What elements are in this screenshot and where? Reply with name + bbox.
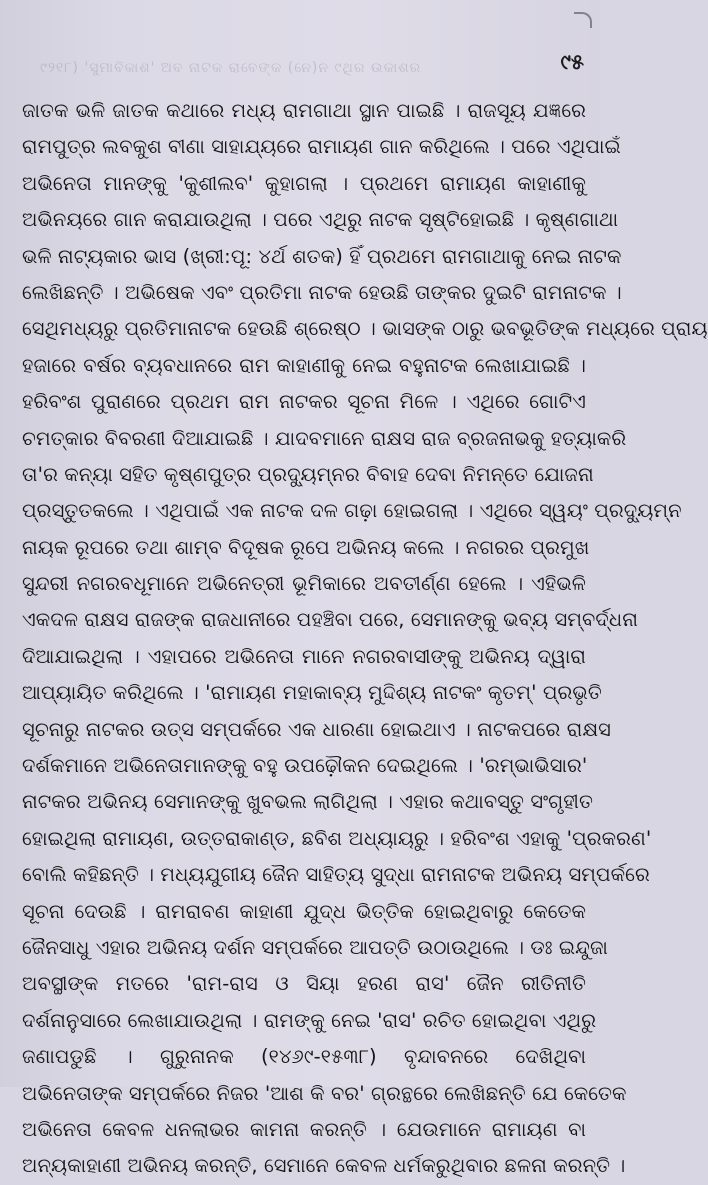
- text-line: ଚମତ୍କାର ବିବରଣୀ ଦିଆଯାଇଛି । ଯାଦବମାନେ ରାକ୍ଷସ ରାଜ ବ୍ରଜନାଭକୁ ହତ୍ୟାକରି: [22, 426, 627, 450]
- bleed-through-text: ୯୨୧୮) 'ସୁମାବିକାଶ' ଅବ ନାଟକ ରାବେଙ୍କ (ନେ)ନ ୯ଥିର ଉକାଶର: [40, 60, 422, 76]
- text-line: ଜଣାପଡୁଛି । ଗୁରୁନାନକ (୧୪୬୯-୧୫୩୮) ବୃନ୍ଦାବନରେ ଦେଖିଥିବା: [22, 1045, 586, 1069]
- body-text: [22, 93, 708, 1185]
- text-line: ହଜାରେ ବର୍ଷର ବ୍ୟବଧାନରେ ରାମ କାହାଣୀକୁ ନେଇ ବହୁନାଟକ ଲେଖାଯାଇଛି ।: [22, 353, 586, 377]
- text-line: ଜୈନସାଧୁ ଏହାର ଅଭିନୟ ଦର୍ଶନ ସମ୍ପର୍କରେ ଆପତ୍ତି ଉଠାଉଥିଲେ । ଡଃ ଇନ୍ଦୁଜା: [22, 935, 608, 959]
- page-corner-mark: [574, 12, 592, 28]
- text-line: ଅବସ୍ଥୀଙ୍କ ମତରେ 'ରାମ-ରାସ ଓ ସିୟା ହରଣ ରାସ' ଜୈନ ରୀତିନୀତି: [22, 972, 586, 996]
- text-line: ଭଳି ନାଟ୍ୟକାର ଭାସ (ଖ୍ରୀ:ପୂ: ୪ର୍ଥ ଶତକ) ହିଁ ପ୍ରଥମେ ରାମଗାଥାକୁ ନେଇ ନାଟକ: [22, 244, 622, 268]
- text-line: ଅଭିନୟରେ ଗାନ କରାଯାଉଥିଲା । ପରେ ଏଥିରୁ ନାଟକ ସୃଷ୍ଟିହୋଇଛି । କୃଷ୍ଣଗାଥା: [22, 208, 619, 232]
- text-line: ରାମପୁତ୍ର ଲବକୁଶ ବୀଣା ସାହାଯ୍ୟରେ ରାମାୟଣ ଗାନ କରିଥିଲେ । ପରେ ଏଥିପାଇଁ: [22, 135, 621, 159]
- text-line: ଏକଦଳ ରାକ୍ଷସ ରାଜଙ୍କ ରାଜଧାନୀରେ ପହଞ୍ଚିବା ପରେ, ସେମାନଙ୍କୁ ଭବ୍ୟ ସମ୍ବର୍ଦ୍ଧନା: [22, 608, 638, 632]
- text-line: ସେଥିମଧ୍ୟରୁ ପ୍ରତିମାନାଟକ ହେଉଛି ଶ୍ରେଷ୍ଠ । ଭାସଙ୍କ ଠାରୁ ଭବଭୂତିଙ୍କ ମଧ୍ୟରେ ପ୍ରାୟ: [22, 317, 708, 341]
- text-line: ବୋଲି କହିଛନ୍ତି । ମଧ୍ୟଯୁଗୀୟ ଜୈନ ସାହିତ୍ୟ ସୁଦ୍ଧା ରାମନାଟକ ଅଭିନୟ ସମ୍ପର୍କରେ: [22, 863, 650, 887]
- text-line: ସୂଚନାରୁ ନାଟକର ଉତ୍ସ ସମ୍ପର୍କରେ ଏକ ଧାରଣା ହୋଇଥାଏ । ନାଟକପରେ ରାକ୍ଷସ: [22, 717, 611, 741]
- text-line: ନାଟକର ଅଭିନୟ ସେମାନଙ୍କୁ ଖୁବଭଲ ଲାଗିଥିଲା । ଏହାର କଥାବସ୍ତୁ ସଂଗୃହୀତ: [22, 790, 593, 814]
- text-line: ଦର୍ଶକମାନେ ଅଭିନେତାମାନଙ୍କୁ ବହୁ ଉପଢ଼ୌକନ ଦେଇଥିଲେ । 'ରମ୍ଭାଭିସାର': [22, 754, 588, 778]
- text-line: ଅନ୍ୟକାହାଣୀ ଅଭିନୟ କରନ୍ତି, ସେମାନେ କେବଳ ଧର୍ମକରୁଥିବାର ଛଳନା କରନ୍ତି ।: [22, 1154, 626, 1178]
- text-line: ସୂଚନା ଦେଉଛି । ରାମରାବଣ କାହାଣୀ ଯୁଦ୍ଧ ଭିତ୍ତିକ ହୋଇଥିବାରୁ କେତେକ: [22, 899, 586, 923]
- text-line: ପ୍ରସ୍ତୁତକଲେ । ଏଥିପାଇଁ ଏକ ନାଟକ ଦଳ ଗଢ଼ା ହୋଇଗଲା । ଏଥିରେ ସ୍ୱୟଂ ପ୍ରଦ୍ୟୁମ୍ନ: [22, 499, 682, 523]
- text-line: ଦିଆଯାଇଥିଲା । ଏହାପରେ ଅଭିନେତା ମାନେ ନଗରବାସୀଙ୍କୁ ଅଭିନୟ ଦ୍ୱାରା: [22, 644, 586, 668]
- page-number: ୯୫: [560, 50, 584, 74]
- text-line: ଅଭିନେତାଙ୍କ ସମ୍ପର୍କରେ ନିଜର 'ଆଶ କି ବର' ଗ୍ରନ୍ଥରେ ଲେଖିଛନ୍ତି ଯେ କେତେକ: [22, 1081, 627, 1105]
- text-line: ଜାତକ ଭଳି ଜାତକ କଥାରେ ମଧ୍ୟ ରାମଗାଥା ସ୍ଥାନ ପାଇଛି । ରାଜସୂୟ ଯଜ୍ଞରେ: [22, 99, 586, 122]
- text-line: ତା'ର କନ୍ୟା ସହିତ କୃଷ୍ଣପୁତ୍ର ପ୍ରଦ୍ୟୁମ୍ନର ବିବାହ ଦେବା ନିମନ୍ତେ ଯୋଜନା: [22, 462, 594, 486]
- text-line: ଅଭିନେତା କେବଳ ଧନଲାଭର କାମନା କରନ୍ତି । ଯେଉମାନେ ରାମାୟଣ ବା: [22, 1117, 586, 1141]
- text-line: ଆପ୍ୟାୟିତ କରିଥିଲେ । 'ରାମାୟଣ ମହାକାବ୍ୟ ମୁଦ୍ଦିଶ୍ୟ ନାଟକଂ କୃତମ୍' ପ୍ରଭୃତି: [22, 681, 602, 705]
- text-line: ଲେଖିଛନ୍ତି । ଅଭିଷେକ ଏବଂ ପ୍ରତିମା ନାଟକ ହେଉଛି ତାଙ୍କର ଦୁଇଟି ରାମନାଟକ ।: [22, 280, 622, 304]
- text-line: ହରିବଂଶ ପୁରାଣରେ ପ୍ରଥମ ରାମ ନାଟକର ସୂଚନା ମିଳେ । ଏଥିରେ ଗୋଟିଏ: [22, 390, 586, 414]
- text-line: ନାୟକ ରୂପରେ ତଥା ଶାମ୍ବ ବିଦୂଷକ ରୂପେ ଅଭିନୟ କଲେ । ନଗରର ପ୍ରମୁଖ: [22, 535, 590, 559]
- text-line: ଦର୍ଶନାନୁସାରେ ଲେଖାଯାଉଥିଲା । ରାମଙ୍କୁ ନେଇ 'ରାସ' ରଚିତ ହୋଇଥିବା ଏଥିରୁ: [22, 1008, 597, 1032]
- text-line: ଅଭିନେତା ମାନଙ୍କୁ 'କୁଶୀଲବ' କୁହାଗଲା । ପ୍ରଥମେ ରାମାୟଣ କାହାଣୀକୁ: [22, 171, 586, 195]
- text-line: ହୋଇଥିଲା ରାମାୟଣ, ଉତ୍ତରାକାଣ୍ଡ, ଛବିଶ ଅଧ୍ୟାୟରୁ । ହରିବଂଶ ଏହାକୁ 'ପ୍ରକରଣ': [22, 826, 652, 850]
- text-line: ସୁନ୍ଦରୀ ନଗରବଧୂମାନେ ଅଭିନେତ୍ରୀ ଭୂମିକାରେ ଅବତୀର୍ଣ୍ଣ ହେଲେ । ଏହିଭଳି: [22, 572, 586, 596]
